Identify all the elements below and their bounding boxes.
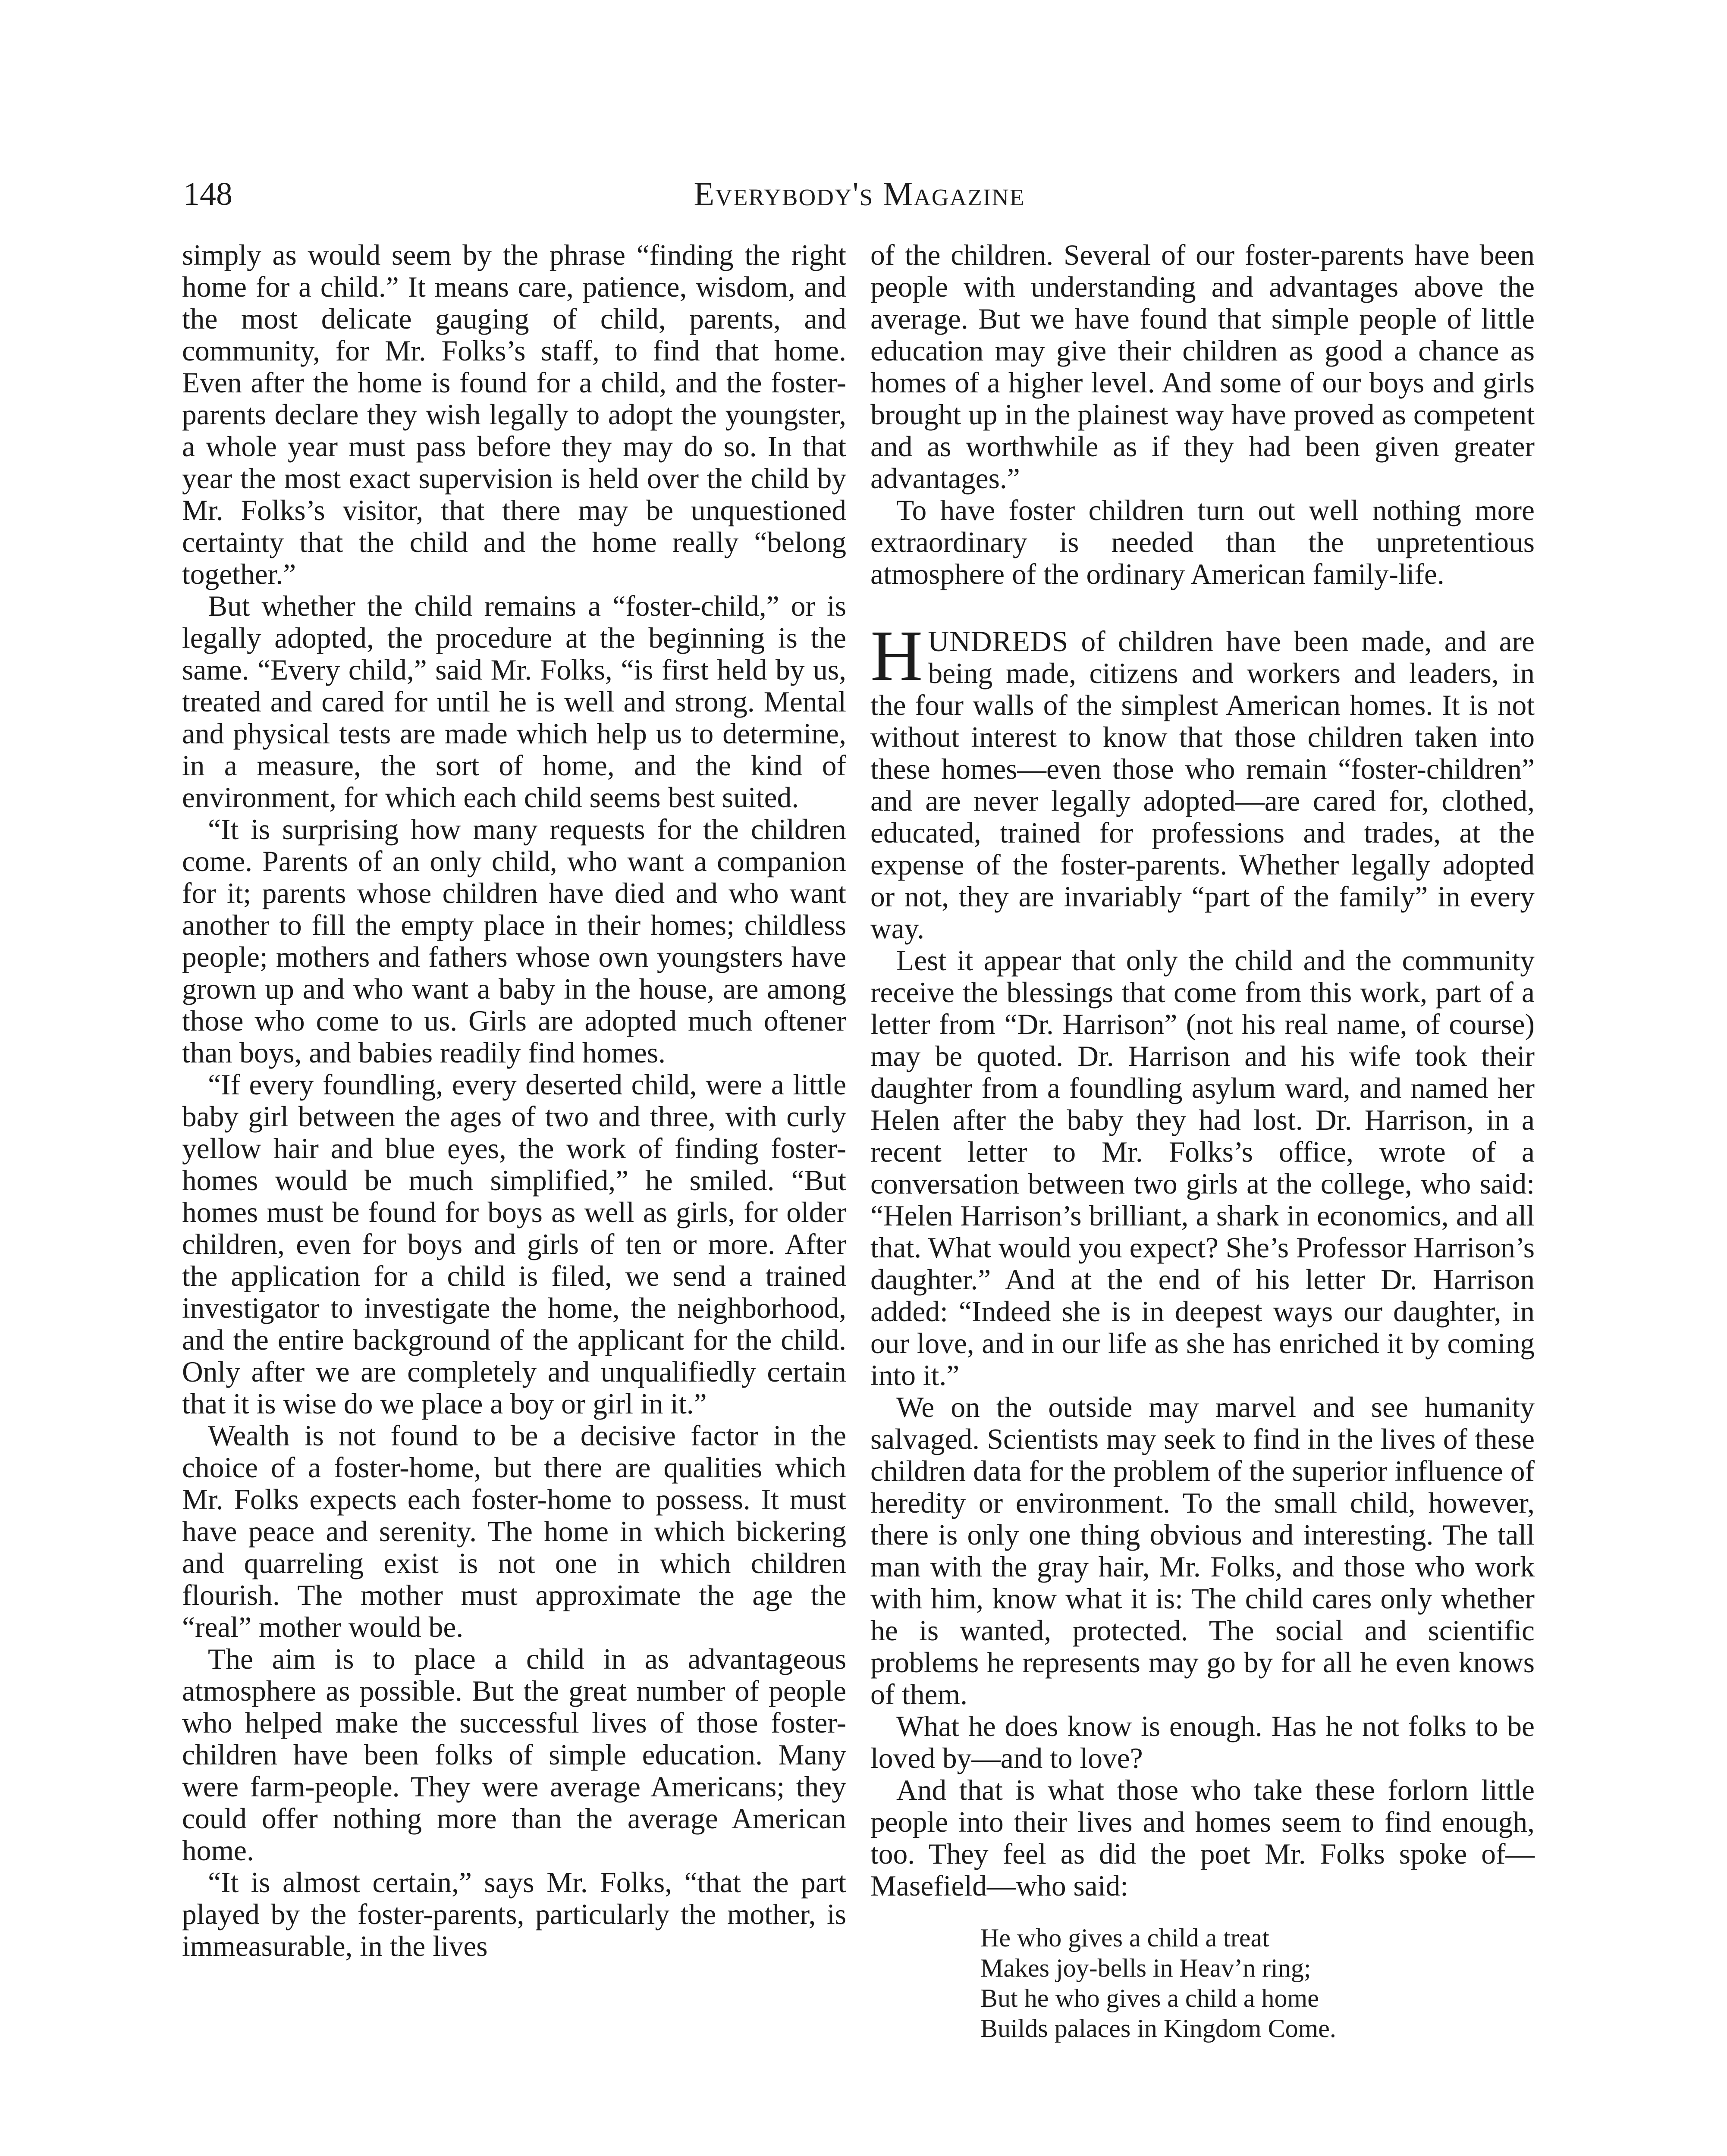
magazine-title: Everybody's Magazine [694, 175, 1025, 213]
section-paragraph [870, 616, 1535, 945]
right-column [870, 239, 1535, 2043]
paragraph: of the children. Several of our foster-parents have been people with understanding and advantages above the average. But we have found that simple people of little education may give their children as good a chance as homes of a higher level. And some of our boys and girls brought up in the plainest way have proved as competent and as worthwhile as if they had been given greater advantages.” [870, 239, 1535, 495]
paragraph: What he does know is enough. Has he not folks to be loved by—and to love? [870, 1710, 1535, 1774]
drop-cap: H [870, 616, 923, 696]
paragraph: “If every foundling, every deserted child, were a little baby girl between the ages of two and three, with curly yellow hair and blue eyes, the work of finding foster-homes would be much simplified,” he smiled. “But homes must be found for boys as well as girls, for older children, even for boys and girls of ten or more. After the application for a child is filed, we send a trained investigator to investigate the home, the neighborhood, and the entire background of the applicant for the child. Only after we are completely and unqualifiedly certain that it is wise do we place a boy or girl in it.” [182, 1069, 846, 1420]
poem [980, 1923, 1535, 2043]
paragraph: “It is surprising how many requests for the children come. Parents of an only child, who want a companion for it; parents whose children have died and who want another to fill the empty place in their homes; childless people; mothers and fathers whose own youngsters have grown up and who want a baby in the house, are among those who come to us. Girls are adopted much oftener than boys, and babies readily find homes. [182, 813, 846, 1069]
page-header [183, 172, 1535, 220]
paragraph: And that is what those who take these forlorn little people into their lives and homes seem to find enough, too. They feel as did the poet Mr. Folks spoke of—Masefield—who said: [870, 1774, 1535, 1902]
paragraph: Lest it appear that only the child and the community receive the blessings that come from this work, part of a letter from “Dr. Harrison” (not his real name, of course) may be quoted. Dr. Harrison and his wife took their daughter from a foundling asylum ward, and named her Helen after the baby they had lost. Dr. Harrison, in a recent letter to Mr. Folks’s office, wrote of a conversation between two girls at the college, who said: “Helen Harrison’s brilliant, a shark in economics, and all that. What would you expect? She’s Professor Harrison’s daughter.” And at the end of his letter Dr. Harrison added: “Indeed she is in deepest ways our daughter, in our love, and in our life as she has enriched it by coming into it.” [870, 944, 1535, 1391]
paragraph: “It is almost certain,” says Mr. Folks, “that the part played by the foster-parents, particularly the mother, is immeasurable, in the lives [182, 1866, 846, 1962]
page-number: 148 [183, 176, 232, 212]
poem-line: Makes joy-bells in Heav’n ring; [980, 1954, 1311, 1982]
paragraph: But whether the child remains a “foster-child,” or is legally adopted, the procedure at the beginning is the same. “Every child,” said Mr. Folks, “is first held by us, treated and cared for until he is well and strong. Mental and physical tests are made which help us to determine, in a measure, the sort of home, and the kind of environment, for which each child seems best suited. [182, 590, 846, 814]
poem-line: Builds palaces in Kingdom Come. [980, 2014, 1336, 2043]
paragraph: We on the outside may marvel and see humanity salvaged. Scientists may seek to find in the lives of these children data for the problem of the superior influence of heredity or environment. To the small child, however, there is only one thing obvious and interesting. The tall man with the gray hair, Mr. Folks, and those who work with him, know what it is: The child cares only whether he is wanted, protected. The social and scientific problems he represents may go by for all he even knows of them. [870, 1391, 1535, 1711]
lead-word: UNDREDS [928, 625, 1069, 658]
paragraph: The aim is to place a child in as advantageous atmosphere as possible. But the great number of people who helped make the successful lives of those foster-children have been folks of simple education. Many were farm-people. They were average Americans; they could offer nothing more than the average American home. [182, 1643, 846, 1867]
left-column [182, 239, 846, 1962]
paragraph: simply as would seem by the phrase “finding the right home for a child.” It means care, patience, wisdom, and the most delicate gauging of child, parents, and community, for Mr. Folks’s staff, to find that home. Even after the home is found for a child, and the foster-parents declare they wish legally to adopt the youngster, a whole year must pass before they may do so. In that year the most exact supervision is held over the child by Mr. Folks’s visitor, that there may be unquestioned certainty that the child and the home really “belong together.” [182, 239, 846, 590]
poem-line: But he who gives a child a home [980, 1984, 1319, 2012]
paragraph: To have foster children turn out well nothing more extraordinary is needed than the unpretentious atmosphere of the ordinary American family-life. [870, 494, 1535, 590]
paragraph-text: of children have been made, and are being made, citizens and workers and leaders, in the four walls of the simplest American homes. It is not without interest to know that those children taken into these homes—even those who remain “foster-children” and are never legally adopted—are cared for, clothed, educated, trained for professions and trades, at the expense of the foster-parents. Whether legally adopted or not, they are invariably “part of the family” in every way. [870, 625, 1535, 945]
poem-line: He who gives a child a treat [980, 1924, 1269, 1952]
paragraph: Wealth is not found to be a decisive factor in the choice of a foster-home, but there are qualities which Mr. Folks expects each foster-home to possess. It must have peace and serenity. The home in which bickering and quarreling exist is not one in which children flourish. The mother must approximate the age the “real” mother would be. [182, 1420, 846, 1643]
